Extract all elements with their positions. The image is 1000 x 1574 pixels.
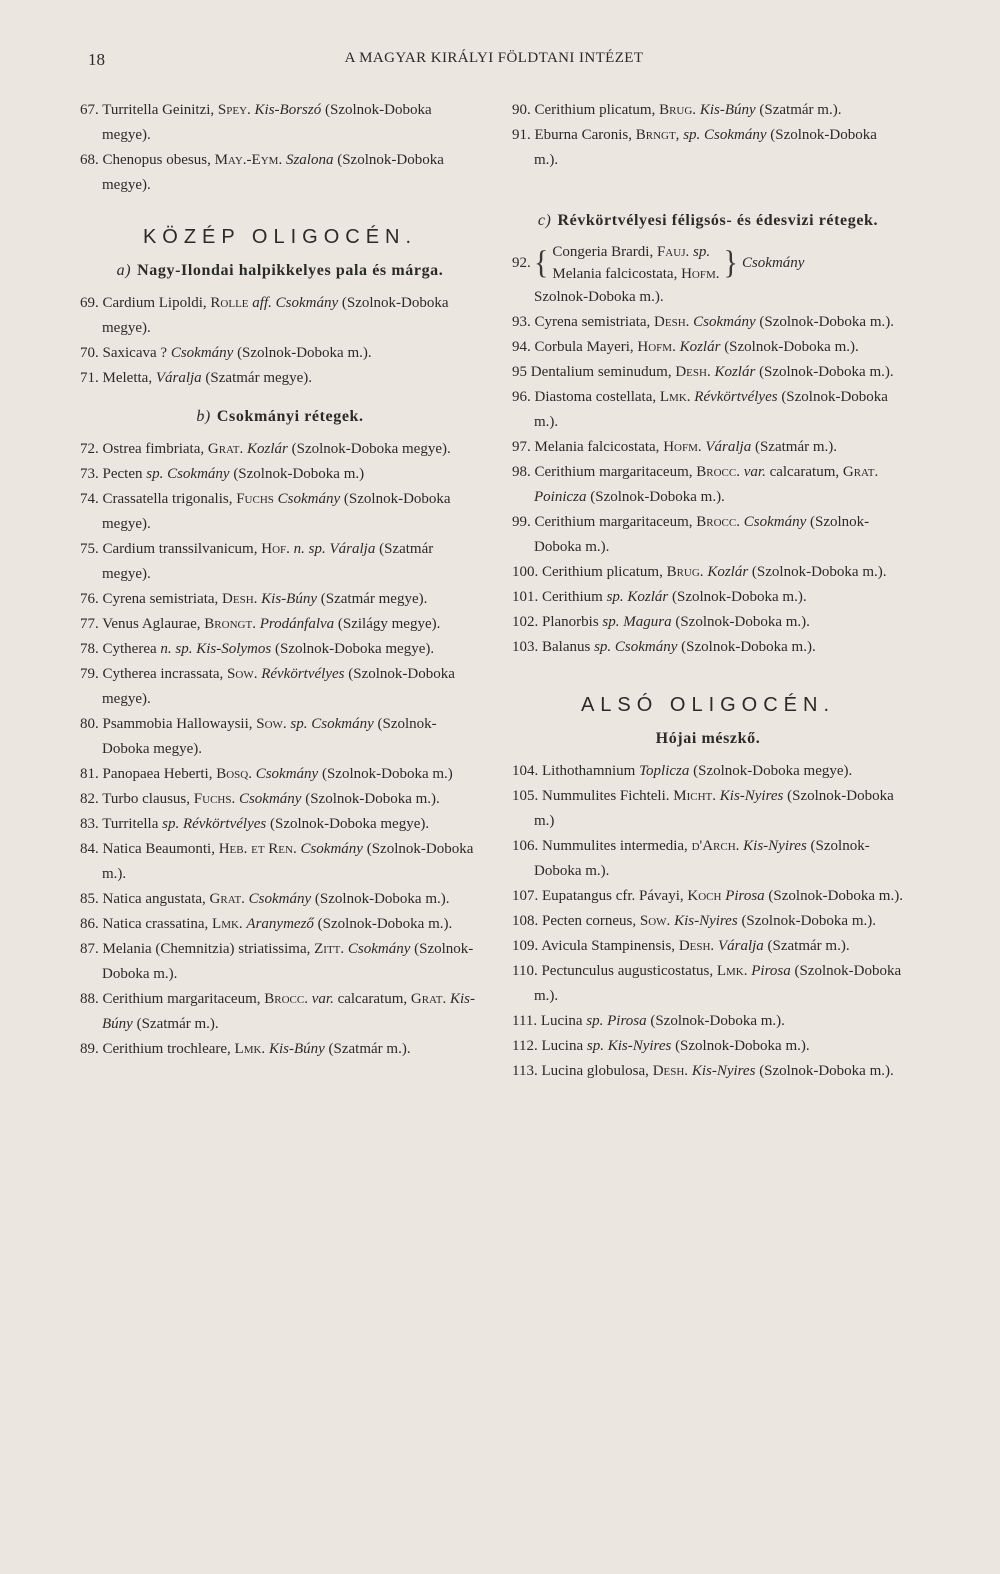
list-item: 81. Panopaea Heberti, Bosq. Csokmány (Szolnok-Doboka m.) bbox=[80, 766, 453, 782]
list-item: 72. Ostrea fimbriata, Grat. Kozlár (Szolnok-Doboka megye). bbox=[80, 441, 451, 457]
list-item: 94. Corbula Mayeri, Hofm. Kozlár (Szolnok-Doboka m.). bbox=[512, 339, 859, 355]
page-header bbox=[88, 50, 900, 76]
list-item: 110. Pectunculus augusticostatus, Lmk. Pirosa (Szolnok-Doboka m.). bbox=[512, 963, 902, 1004]
list-item: 113. Lucina globulosa, Desh. Kis-Nyires (Szolnok-Doboka m.). bbox=[512, 1063, 894, 1079]
list-item: 77. Venus Aglaurae, Brongt. Prodánfalva (Szilágy megye). bbox=[80, 616, 441, 632]
list-item: 83. Turritella sp. Révkörtvélyes (Szolnok-Doboka megye). bbox=[80, 816, 430, 832]
list-item: 108. Pecten corneus, Sow. Kis-Nyires (Szolnok-Doboka m.). bbox=[512, 913, 876, 929]
section-heading: ALSÓ OLIGOCÉN. bbox=[580, 694, 836, 716]
list-item: 74. Crassatella trigonalis, Fuchs Csokmány (Szolnok-Doboka megye). bbox=[80, 491, 451, 532]
list-item: 85. Natica angustata, Grat. Csokmány (Szolnok-Doboka m.). bbox=[80, 891, 450, 907]
list-item: 97. Melania falcicostata, Hofm. Váralja (Szatmár m.). bbox=[512, 439, 838, 455]
list-item: 91. Eburna Caronis, Brngt, sp. Csokmány (Szolnok-Doboka m.). bbox=[512, 127, 877, 168]
list-item: 69. Cardium Lipoldi, Rolle aff. Csokmány (Szolnok-Doboka megye). bbox=[80, 295, 449, 336]
list-item: 107. Eupatangus cfr. Pávayi, Koch Pirosa (Szolnok-Doboka m.). bbox=[512, 888, 903, 904]
list-item: 87. Melania (Chemnitzia) striatissima, Zitt. Csokmány (Szolnok-Doboka m.). bbox=[80, 941, 474, 982]
subsection-heading: c) Révkörtvélyesi féligsós- és édesvizi rétegek. bbox=[537, 212, 879, 229]
right-brace: } bbox=[723, 244, 738, 281]
list-item: 104. Lithothamnium Toplicza (Szolnok-Doboka megye). bbox=[512, 763, 853, 779]
list-item: 82. Turbo clausus, Fuchs. Csokmány (Szolnok-Doboka m.). bbox=[80, 791, 440, 807]
page-number: 18 bbox=[88, 50, 105, 69]
list-item: 75. Cardium transsilvanicum, Hof. n. sp. Váralja (Szatmár megye). bbox=[80, 541, 434, 582]
list-item: 96. Diastoma costellata, Lmk. Révkörtvélyes (Szolnok-Doboka m.). bbox=[512, 389, 888, 430]
list-item: 68. Chenopus obesus, May.-Eym. Szalona (Szolnok-Doboka megye). bbox=[80, 152, 444, 193]
list-item: 112. Lucina sp. Kis-Nyires (Szolnok-Doboka m.). bbox=[512, 1038, 810, 1054]
subsection-heading: Hójai mészkő. bbox=[655, 730, 761, 747]
list-item-continuation: Szolnok-Doboka m.). bbox=[534, 289, 664, 305]
list-item: 99. Cerithium margaritaceum, Brocc. Csokmány (Szolnok-Doboka m.). bbox=[512, 514, 870, 555]
list-item: 101. Cerithium sp. Kozlár (Szolnok-Doboka m.). bbox=[512, 589, 807, 605]
right-column bbox=[512, 98, 904, 1084]
list-item: 84. Natica Beaumonti, Heb. et Ren. Csokmány (Szolnok-Doboka m.). bbox=[80, 841, 474, 882]
list-item: 67. Turritella Geinitzi, Spey. Kis-Borszó (Szolnok-Doboka megye). bbox=[80, 102, 432, 143]
list-item: 73. Pecten sp. Csokmány (Szolnok-Doboka m.) bbox=[80, 466, 365, 482]
list-item: 90. Cerithium plicatum, Brug. Kis-Búny (Szatmár m.). bbox=[512, 102, 842, 118]
list-item: 111. Lucina sp. Pirosa (Szolnok-Doboka m.). bbox=[512, 1013, 785, 1029]
left-brace: { bbox=[534, 244, 549, 281]
list-item: 100. Cerithium plicatum, Brug. Kozlár (Szolnok-Doboka m.). bbox=[512, 564, 887, 580]
list-item: 78. Cytherea n. sp. Kis-Solymos (Szolnok-Doboka megye). bbox=[80, 641, 435, 657]
list-item: 93. Cyrena semistriata, Desh. Csokmány (Szolnok-Doboka m.). bbox=[512, 314, 894, 330]
list-item: 98. Cerithium margaritaceum, Brocc. var. calcaratum, Grat. Poinicza (Szolnok-Doboka m.). bbox=[512, 464, 879, 505]
list-item: 105. Nummulites Fichteli. Micht. Kis-Nyires (Szolnok-Doboka m.) bbox=[512, 788, 894, 829]
section-heading: KÖZÉP OLIGOCÉN. bbox=[142, 226, 418, 248]
list-item: 109. Avicula Stampinensis, Desh. Váralja (Szatmár m.). bbox=[512, 938, 850, 954]
list-item: 86. Natica crassatina, Lmk. Aranymező (Szolnok-Doboka m.). bbox=[80, 916, 453, 932]
list-item: 88. Cerithium margaritaceum, Brocc. var. calcaratum, Grat. Kis-Búny (Szatmár m.). bbox=[80, 991, 476, 1032]
list-item: 95 Dentalium seminudum, Desh. Kozlár (Szolnok-Doboka m.). bbox=[512, 364, 894, 380]
subsection-heading: a) Nagy-Ilondai halpikkelyes pala és márga. bbox=[116, 262, 444, 279]
list-item: 102. Planorbis sp. Magura (Szolnok-Doboka m.). bbox=[512, 614, 810, 630]
list-item: 70. Saxicava ? Csokmány (Szolnok-Doboka m.). bbox=[80, 345, 372, 361]
list-item: 89. Cerithium trochleare, Lmk. Kis-Búny (Szatmár m.). bbox=[80, 1041, 411, 1057]
list-item: 80. Psammobia Hallowaysii, Sow. sp. Csokmány (Szolnok-Doboka megye). bbox=[80, 716, 437, 757]
left-column bbox=[80, 98, 480, 1062]
list-item: 106. Nummulites intermedia, d'Arch. Kis-Nyires (Szolnok-Doboka m.). bbox=[512, 838, 870, 879]
list-item: 76. Cyrena semistriata, Desh. Kis-Búny (Szatmár megye). bbox=[80, 591, 428, 607]
list-item: 79. Cytherea incrassata, Sow. Révkörtvélyes (Szolnok-Doboka megye). bbox=[80, 666, 455, 707]
running-head: A MAGYAR KIRÁLYI FÖLDTANI INTÉZET bbox=[344, 50, 644, 66]
subsection-heading: b) Csokmányi rétegek. bbox=[196, 408, 364, 425]
list-item: 103. Balanus sp. Csokmány (Szolnok-Doboka m.). bbox=[512, 639, 816, 655]
list-item: 92. { Congeria Brardi, Fauj. sp. Melania falcicostata, Hofm. } Csokmány bbox=[512, 241, 904, 285]
list-item: 71. Meletta, Váralja (Szatmár megye). bbox=[80, 370, 313, 386]
